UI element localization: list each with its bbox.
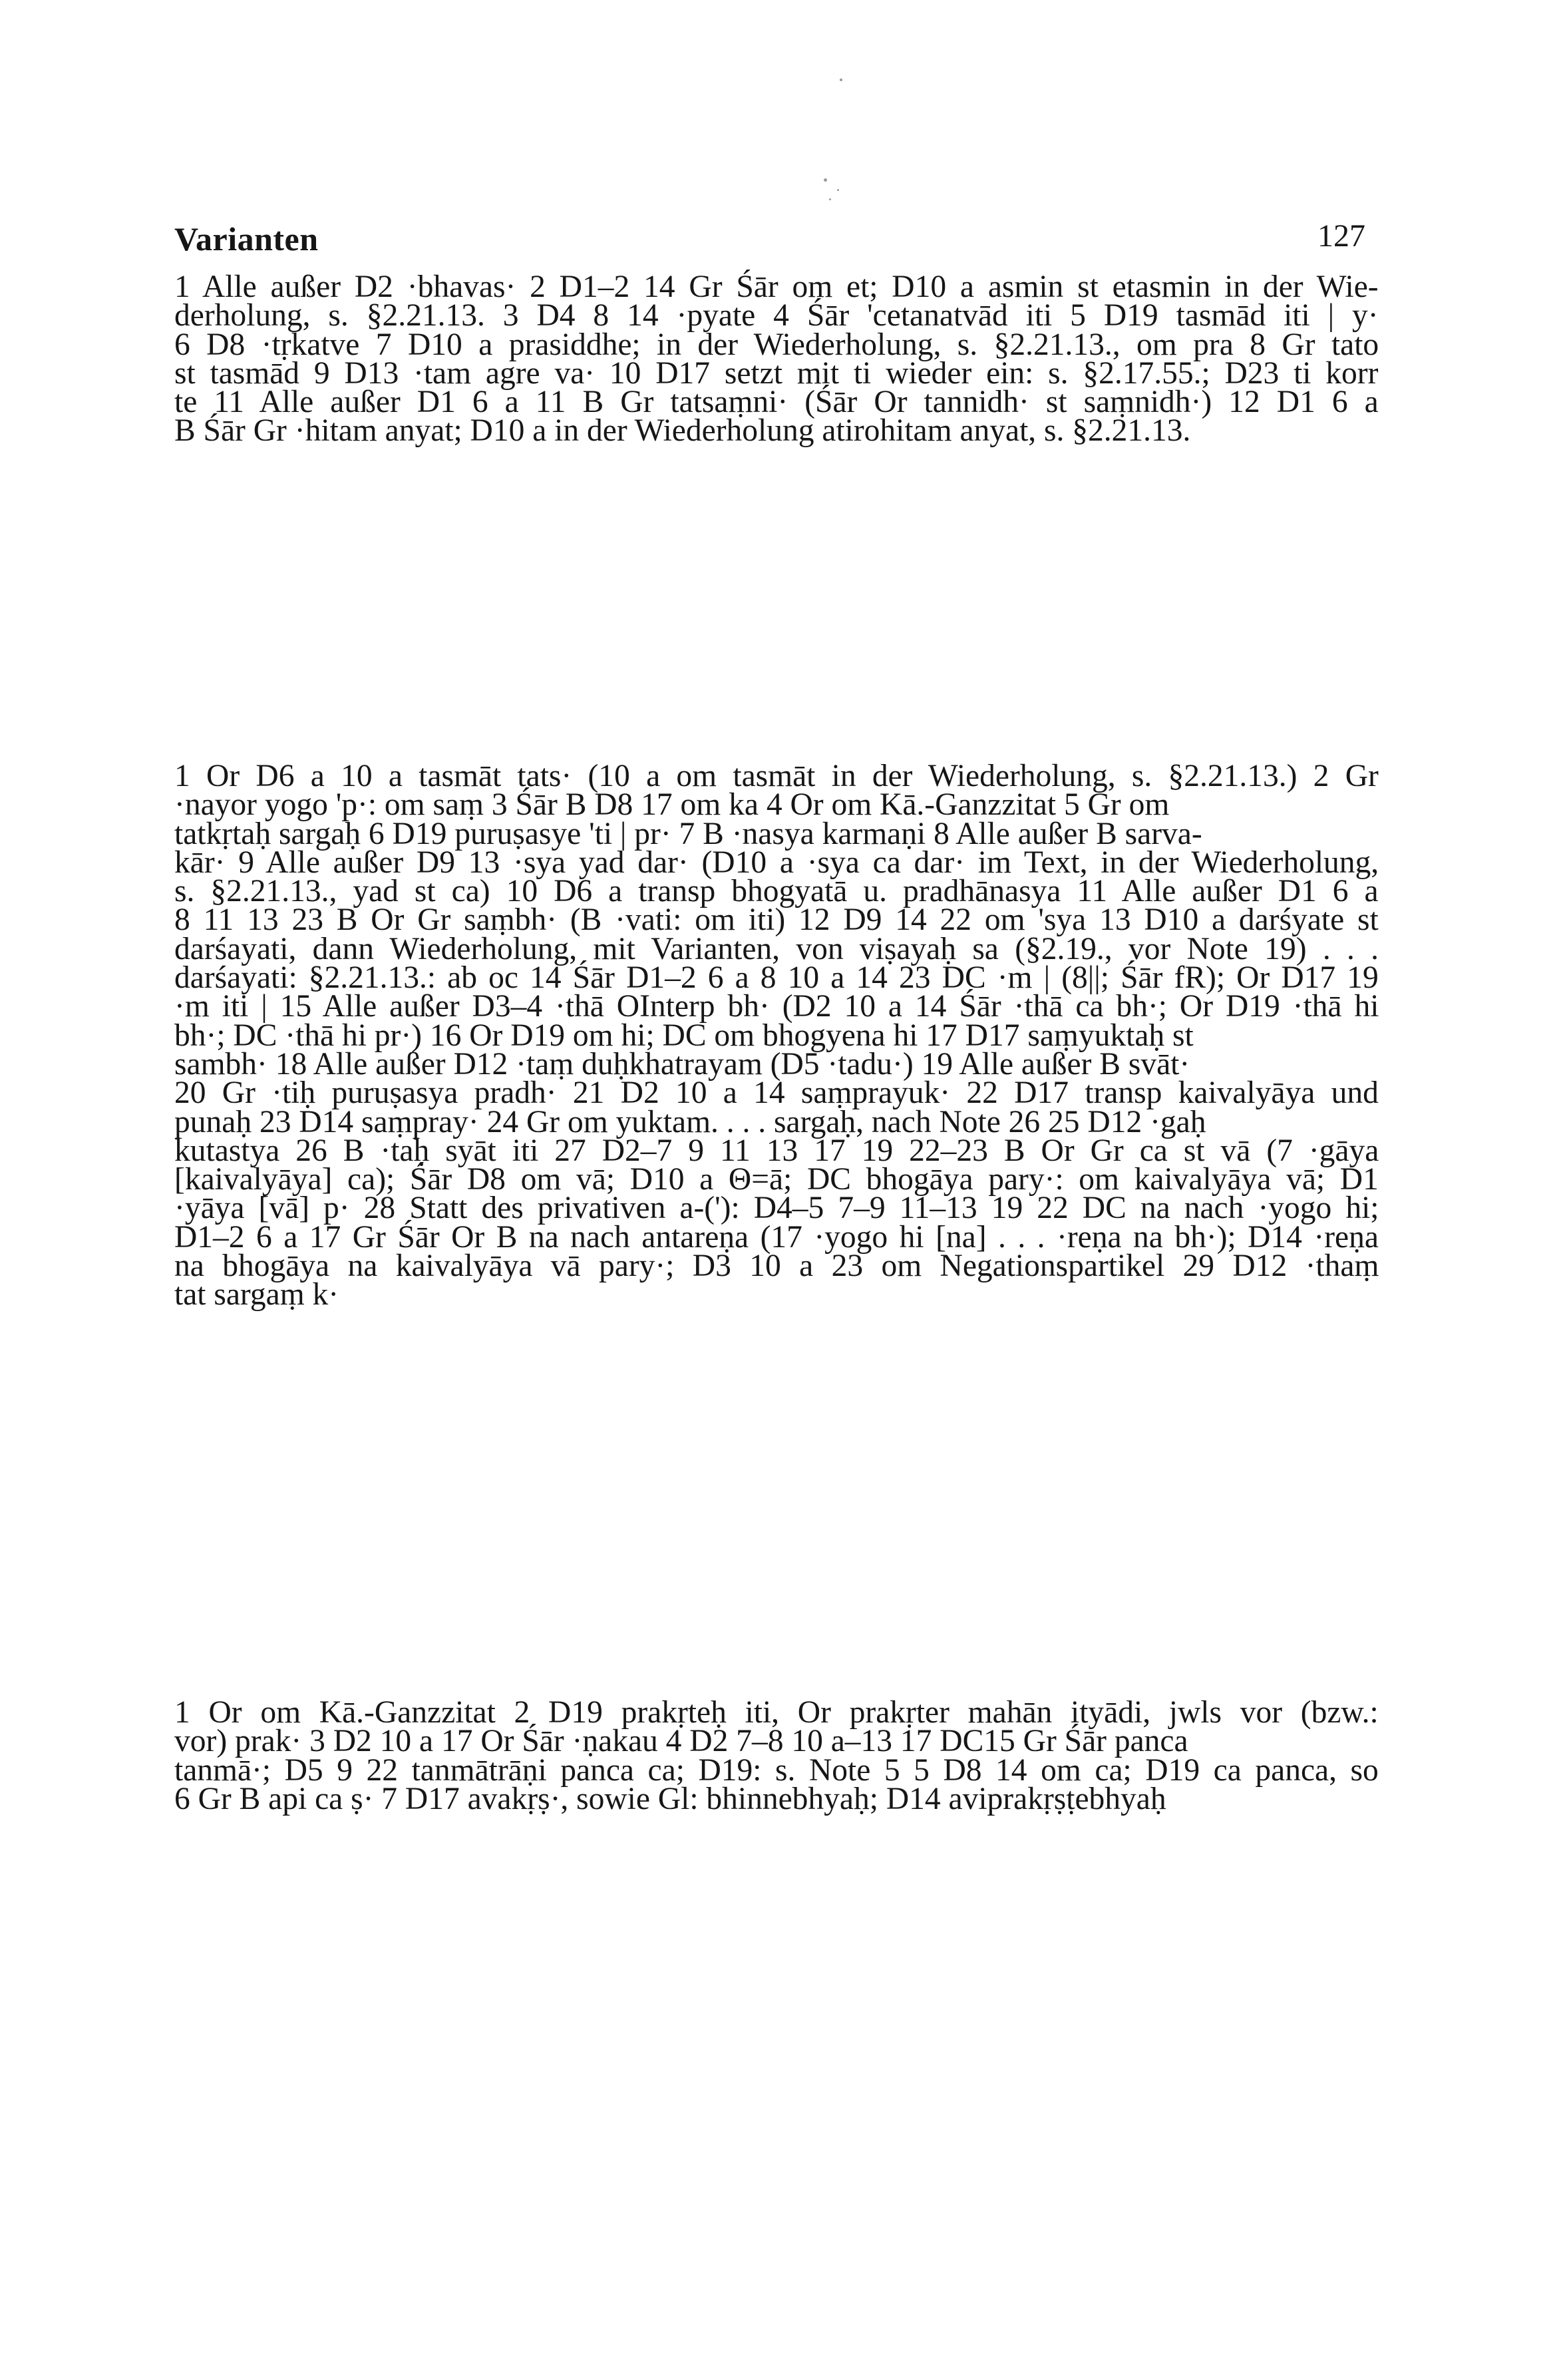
- note-line: [kaivalyāya] ca); Śār D8 om vā; D10 a Θ=ā; DC bhogāya pary·: om kaivalyāya vā; D1: [174, 1162, 1379, 1197]
- variant-notes-block-2: [174, 759, 1379, 1312]
- note-line: kutastya 26 B ·taḥ syāt iti 27 D2–7 9 11 13 17 19 22–23 B Or Gr ca st vā (7 ·gāya: [174, 1133, 1379, 1168]
- note-line: kār· 9 Alle außer D9 13 ·sya yad dar· (D10 a ·sya ca dar· im Text, in der Wiederholung,: [174, 845, 1379, 880]
- note-line: darśayati: §2.21.13.: ab oc 14 Śār D1–2 6 a 8 10 a 14 23 DC ·m | (8||; Śār fR); Or D17 19: [174, 960, 1379, 996]
- scan-speck: [824, 178, 827, 182]
- note-line: tanmā·; D5 9 22 tanmātrāṇi panca ca; D19: s. Note 5 5 D8 14 om ca; D19 ca panca, so: [174, 1752, 1379, 1788]
- note-line: te 11 Alle außer D1 6 a 11 B Gr tatsaṃni· (Śār Or tannidh· st saṃnidh·) 12 D1 6 a: [174, 385, 1379, 420]
- note-line: s. §2.21.13., yad st ca) 10 D6 a transp bhogyatā u. pradhānasya 11 Alle außer D1 6 a: [174, 874, 1379, 909]
- note-line: ·yāya [vā] p· 28 Statt des privativen a-('): D4–5 7–9 11–13 19 22 DC na nach ·yogo hi;: [174, 1191, 1379, 1226]
- note-line: 6 D8 ·tṛkatve 7 D10 a prasiddhe; in der Wiederholung, s. §2.21.13., om pra 8 Gr tato: [174, 327, 1379, 362]
- note-line: 1 Or D6 a 10 a tasmāt tats· (10 a om tasmāt in der Wiederholung, s. §2.21.13.) 2 Gr: [174, 759, 1379, 793]
- note-line: 1 Alle außer D2 ·bhavas· 2 D1–2 14 Gr Śār om et; D10 a asmin st etasmin in der Wie-: [174, 270, 1379, 304]
- scan-speck: [837, 189, 839, 191]
- note-line: st tasmād 9 D13 ·tam agre va· 10 D17 setzt mit ti wieder ein: s. §2.17.55.; D23 ti korr: [174, 355, 1379, 391]
- note-line: B Śār Gr ·hitam anyat; D10 a in der Wiederholung atirohitam anyat, s. §2.21.13.: [174, 413, 1191, 449]
- note-line: tatkṛtaḥ sargaḥ 6 D19 puruṣasye 'ti | pr· 7 B ·nasya karmaṇi 8 Alle außer B sarva-: [174, 816, 1202, 851]
- variant-notes-block-1: [174, 270, 1379, 449]
- variant-notes-block-3: [174, 1695, 1379, 1816]
- page-number: 127: [1317, 218, 1365, 254]
- note-line: 1 Or om Kā.-Ganzzitat 2 D19 prakṛteḥ iti, Or prakṛter mahān ityādi, jwls vor (bzw.:: [174, 1695, 1379, 1730]
- note-line: 20 Gr ·tiḥ puruṣasya pradh· 21 D2 10 a 14 saṃprayuk· 22 D17 transp kaivalyāya und: [174, 1076, 1379, 1111]
- note-line: tat sargaṃ k·: [174, 1277, 339, 1312]
- note-line: D1–2 6 a 17 Gr Śār Or B na nach antareṇa (17 ·yogo hi [na] . . . ·reṇa na bh·); D14 ·reṇa: [174, 1219, 1379, 1255]
- note-line: na bhogāya na kaivalyāya vā pary·; D3 10 a 23 om Negationspartikel 29 D12 ·thaṃ: [174, 1249, 1379, 1284]
- note-line: derholung, s. §2.21.13. 3 D4 8 14 ·pyate 4 Śār 'cetanatvād iti 5 D19 tasmād iti | y·: [174, 298, 1379, 333]
- note-line: 8 11 13 23 B Or Gr saṃbh· (B ·vati: om iti) 12 D9 14 22 om 'sya 13 D10 a darśyate st: [174, 902, 1379, 938]
- note-line: darśayati, dann Wiederholung, mit Varianten, von viṣayaḥ sa (§2.19., vor Note 19) . . .: [174, 931, 1379, 966]
- note-line: ·m iti | 15 Alle außer D3–4 ·thā OInterp bh· (D2 10 a 14 Śār ·thā ca bh·; Or D19 ·thā hi: [174, 989, 1379, 1024]
- note-line: bh·; DC ·thā hi pr·) 16 Or D19 om hi; DC om bhogyena hi 17 D17 saṃyuktaḥ st: [174, 1018, 1194, 1053]
- note-line: 6 Gr B api ca ṣ· 7 D17 avakṛṣ·, sowie Gl: bhinnebhyaḥ; D14 aviprakṛṣṭebhyaḥ: [174, 1781, 1166, 1816]
- note-line: sambh· 18 Alle außer D12 ·taṃ duḥkhatrayam (D5 ·tadu·) 19 Alle außer B svāt·: [174, 1046, 1190, 1082]
- scan-speck: [840, 79, 842, 81]
- scan-speck: [829, 198, 831, 200]
- note-line: punaḥ 23 D14 saṃpray· 24 Gr om yuktam. . . . sargaḥ, nach Note 26 25 D12 ·gaḥ: [174, 1104, 1206, 1139]
- note-line: vor) prak· 3 D2 10 a 17 Or Śār ·ṇakau 4 D2 7–8 10 a–13 17 DC15 Gr Śār panca: [174, 1724, 1188, 1759]
- running-head-title: Varianten: [174, 220, 319, 258]
- note-line: ·nayor yogo 'p·: om saṃ 3 Śār B D8 17 om ka 4 Or om Kā.-Ganzzitat 5 Gr om: [174, 787, 1170, 823]
